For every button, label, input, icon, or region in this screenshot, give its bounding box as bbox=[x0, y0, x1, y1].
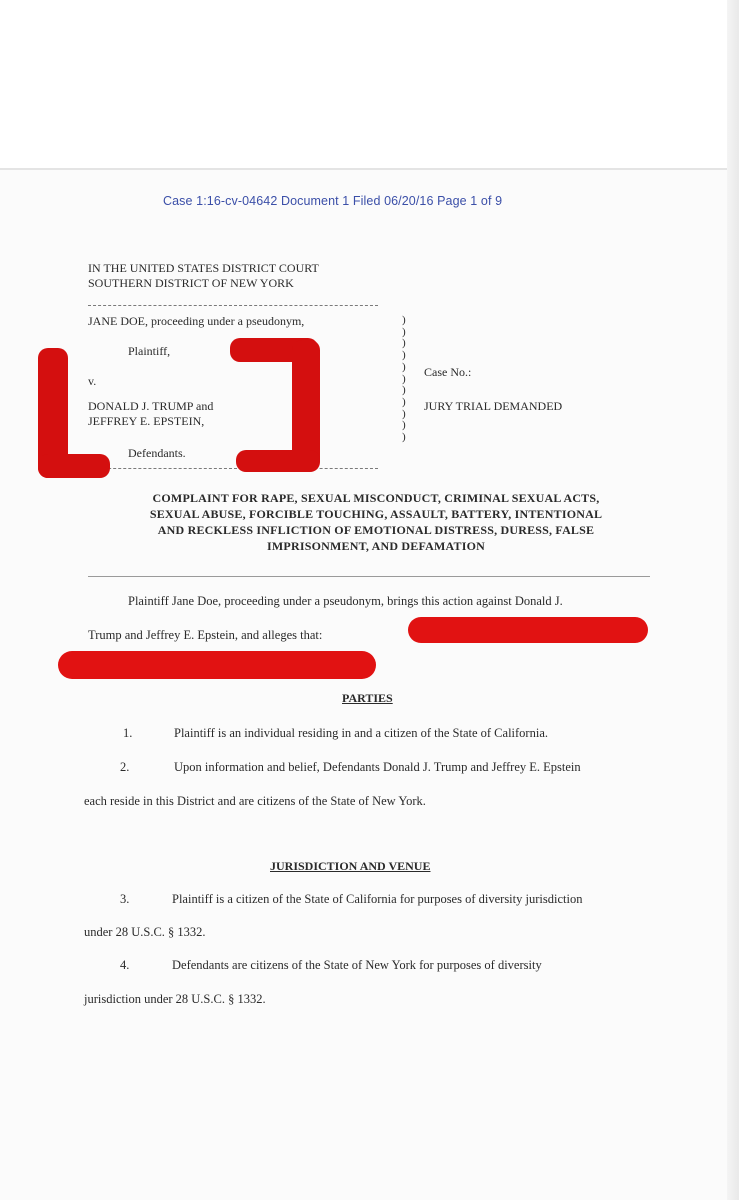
paragraph-1-text: Plaintiff is an individual residing in and a citizen of the State of California. bbox=[174, 726, 548, 740]
paragraph-2-line-2: each reside in this District and are citizens of the State of New York. bbox=[84, 794, 426, 808]
defendant-1: DONALD J. TRUMP and bbox=[88, 399, 214, 413]
title-line-4: IMPRISONMENT, AND DEFAMATION bbox=[267, 539, 485, 553]
title-line-1: COMPLAINT FOR RAPE, SEXUAL MISCONDUCT, CRIMINAL SEXUAL ACTS, bbox=[152, 491, 600, 505]
versus: v. bbox=[88, 374, 97, 388]
paragraph-1-number: 1. bbox=[123, 726, 133, 740]
defendant-2: JEFFREY E. EPSTEIN, bbox=[88, 414, 205, 428]
case-header: Case 1:16-cv-04642 Document 1 Filed 06/20/16 Page 1 of 9 bbox=[163, 194, 503, 208]
paragraph-3-number: 3. bbox=[120, 892, 130, 906]
blank-top-area bbox=[0, 0, 739, 168]
screen-edge bbox=[727, 0, 739, 1200]
plaintiff-role: Plaintiff, bbox=[128, 344, 171, 358]
redaction-mark-2 bbox=[58, 651, 376, 679]
plaintiff-name: JANE DOE, proceeding under a pseudonym, bbox=[88, 314, 305, 328]
paragraph-3-line-2: under 28 U.S.C. § 1332. bbox=[84, 925, 206, 939]
paragraph-2-number: 2. bbox=[120, 760, 130, 774]
title-line-3: AND RECKLESS INFLICTION OF EMOTIONAL DISTRESS, DURESS, FALSE bbox=[157, 523, 595, 537]
paragraph-4-line-2: jurisdiction under 28 U.S.C. § 1332. bbox=[84, 992, 266, 1006]
defendant-role: Defendants. bbox=[128, 446, 186, 460]
title-divider bbox=[88, 576, 650, 577]
paragraph-4-number: 4. bbox=[120, 958, 130, 972]
complaint-title bbox=[88, 490, 664, 554]
jurisdiction-heading: JURISDICTION AND VENUE bbox=[270, 859, 431, 873]
paragraph-4-line-1: Defendants are citizens of the State of New York for purposes of diversity bbox=[172, 958, 542, 972]
paragraph-2-line-1: Upon information and belief, Defendants Donald J. Trump and Jeffrey E. Epstein bbox=[174, 760, 581, 774]
court-name bbox=[88, 261, 319, 291]
intro-line-2: Trump and Jeffrey E. Epstein, and alleges that: bbox=[88, 628, 323, 642]
caption-bottom-rule bbox=[88, 468, 378, 469]
parties-heading: PARTIES bbox=[342, 691, 393, 705]
paragraph-3-line-1: Plaintiff is a citizen of the State of California for purposes of diversity jurisdiction bbox=[172, 892, 583, 906]
caption-parentheses: ) ) ) ) ) ) ) ) ) ) ) bbox=[402, 314, 406, 444]
redaction-mark-1 bbox=[408, 617, 648, 643]
case-number-label: Case No.: bbox=[424, 365, 472, 379]
caption-top-rule bbox=[88, 305, 378, 306]
jury-trial-demanded: JURY TRIAL DEMANDED bbox=[424, 399, 563, 413]
document-page bbox=[0, 170, 727, 1200]
court-line-2: SOUTHERN DISTRICT OF NEW YORK bbox=[88, 276, 294, 290]
court-line-1: IN THE UNITED STATES DISTRICT COURT bbox=[88, 261, 319, 275]
intro-line-1: Plaintiff Jane Doe, proceeding under a pseudonym, brings this action against Donald J. bbox=[128, 594, 563, 608]
title-line-2: SEXUAL ABUSE, FORCIBLE TOUCHING, ASSAULT, BATTERY, INTENTIONAL bbox=[149, 507, 603, 521]
